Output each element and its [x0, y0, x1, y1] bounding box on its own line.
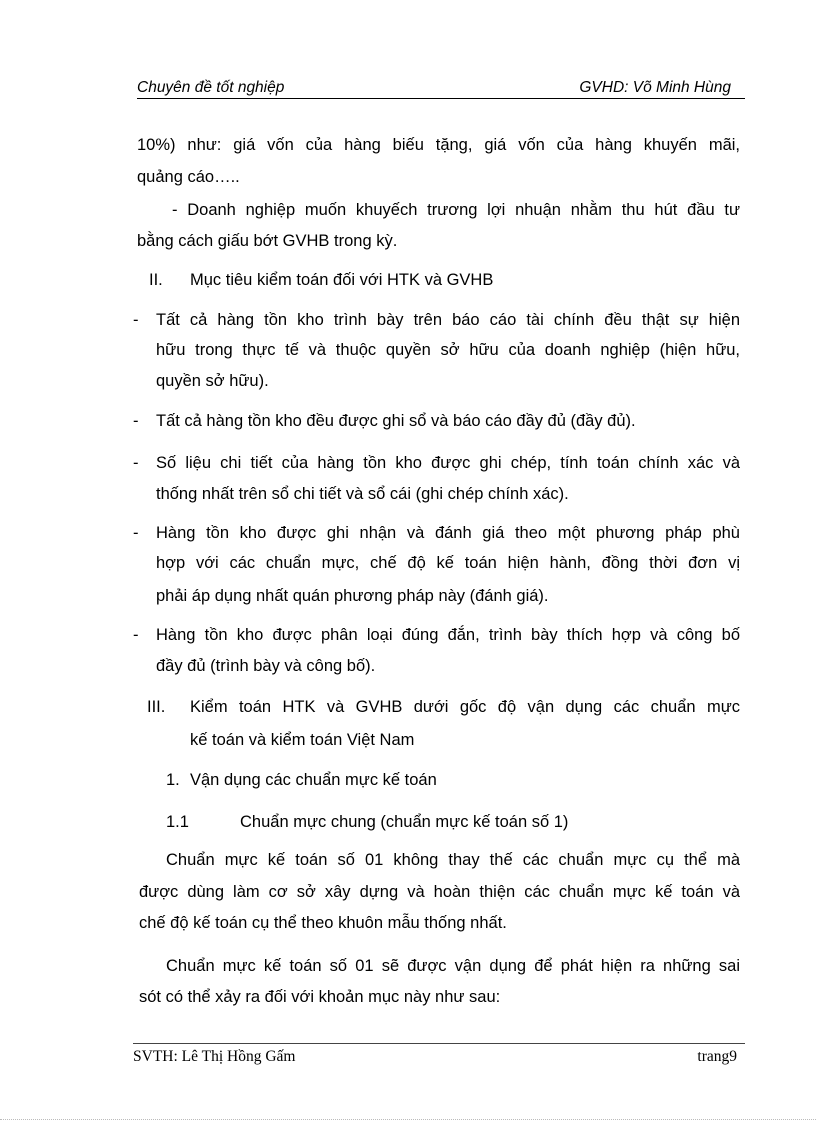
page-footer: [133, 1047, 745, 1067]
body-line: hợp với các chuẩn mực, chế độ kế toán hiện hành, đồng thời đơn vị: [156, 554, 740, 572]
bullet-dash: -: [133, 524, 139, 542]
section-heading: Kiểm toán HTK và GVHB dưới gốc độ vận dụng các chuẩn mực: [190, 698, 740, 716]
body-line: được dùng làm cơ sở xây dựng và hoàn thiện các chuẩn mực kế toán và: [139, 883, 740, 901]
body-line: Hàng tồn kho được ghi nhận và đánh giá theo một phương pháp phù: [156, 524, 740, 542]
body-line: đầy đủ (trình bày và công bố).: [156, 657, 376, 675]
bullet-dash: -: [133, 412, 139, 430]
bullet-dash: -: [133, 626, 139, 644]
body-line: - Doanh nghiệp muốn khuyếch trương lợi nhuận nhằm thu hút đầu tư: [172, 201, 740, 219]
body-line: sót có thể xảy ra đối với khoản mục này như sau:: [139, 988, 501, 1006]
header-advisor: GVHD: Võ Minh Hùng: [579, 79, 731, 96]
section-number: II.: [149, 271, 163, 289]
body-line: Số liệu chi tiết của hàng tồn kho được ghi chép, tính toán chính xác và: [156, 454, 740, 472]
body-line: hữu trong thực tế và thuộc quyền sở hữu của doanh nghiệp (hiện hữu,: [156, 341, 740, 359]
body-line: Hàng tồn kho được phân loại đúng đắn, trình bày thích hợp và công bố: [156, 626, 740, 644]
subsection-heading: Chuẩn mực chung (chuẩn mực kế toán số 1): [240, 813, 569, 831]
body-line: bằng cách giấu bớt GVHB trong kỳ.: [137, 232, 398, 250]
body-line: phải áp dụng nhất quán phương pháp này (đánh giá).: [156, 587, 549, 605]
subsection-number: 1.: [166, 771, 180, 789]
body-line: Chuẩn mực kế toán số 01 không thay thế các chuẩn mực cụ thể mà: [166, 851, 740, 869]
subsection-number: 1.1: [166, 813, 189, 831]
body-line: Chuẩn mực kế toán số 01 sẽ được vận dụng để phát hiện ra những sai: [166, 957, 740, 975]
bullet-dash: -: [133, 311, 139, 329]
body-line: 10%) như: giá vốn của hàng biếu tặng, giá vốn của hàng khuyến mãi,: [137, 136, 740, 154]
page-boundary: [0, 1119, 816, 1120]
footer-author: SVTH: Lê Thị Hồng Gấm: [133, 1048, 296, 1065]
section-heading: Mục tiêu kiểm toán đối với HTK và GVHB: [190, 271, 494, 289]
page-header: [137, 78, 745, 99]
header-title: Chuyên đề tốt nghiệp: [137, 79, 285, 96]
section-number: III.: [147, 698, 166, 716]
section-heading: kế toán và kiểm toán Việt Nam: [190, 731, 415, 749]
subsection-heading: Vận dụng các chuẩn mực kế toán: [190, 771, 437, 789]
body-line: chế độ kế toán cụ thể theo khuôn mẫu thống nhất.: [139, 914, 507, 932]
bullet-dash: -: [133, 454, 139, 472]
footer-rule: [133, 1043, 745, 1044]
body-line: quyền sở hữu).: [156, 372, 269, 390]
page-number: trang9: [697, 1048, 737, 1065]
body-line: thống nhất trên sổ chi tiết và sổ cái (ghi chép chính xác).: [156, 485, 569, 503]
body-line: quảng cáo…..: [137, 168, 240, 186]
body-line: Tất cả hàng tồn kho trình bày trên báo cáo tài chính đều thật sự hiện: [156, 311, 740, 329]
body-line: Tất cả hàng tồn kho đều được ghi sổ và báo cáo đầy đủ (đầy đủ).: [156, 412, 636, 430]
